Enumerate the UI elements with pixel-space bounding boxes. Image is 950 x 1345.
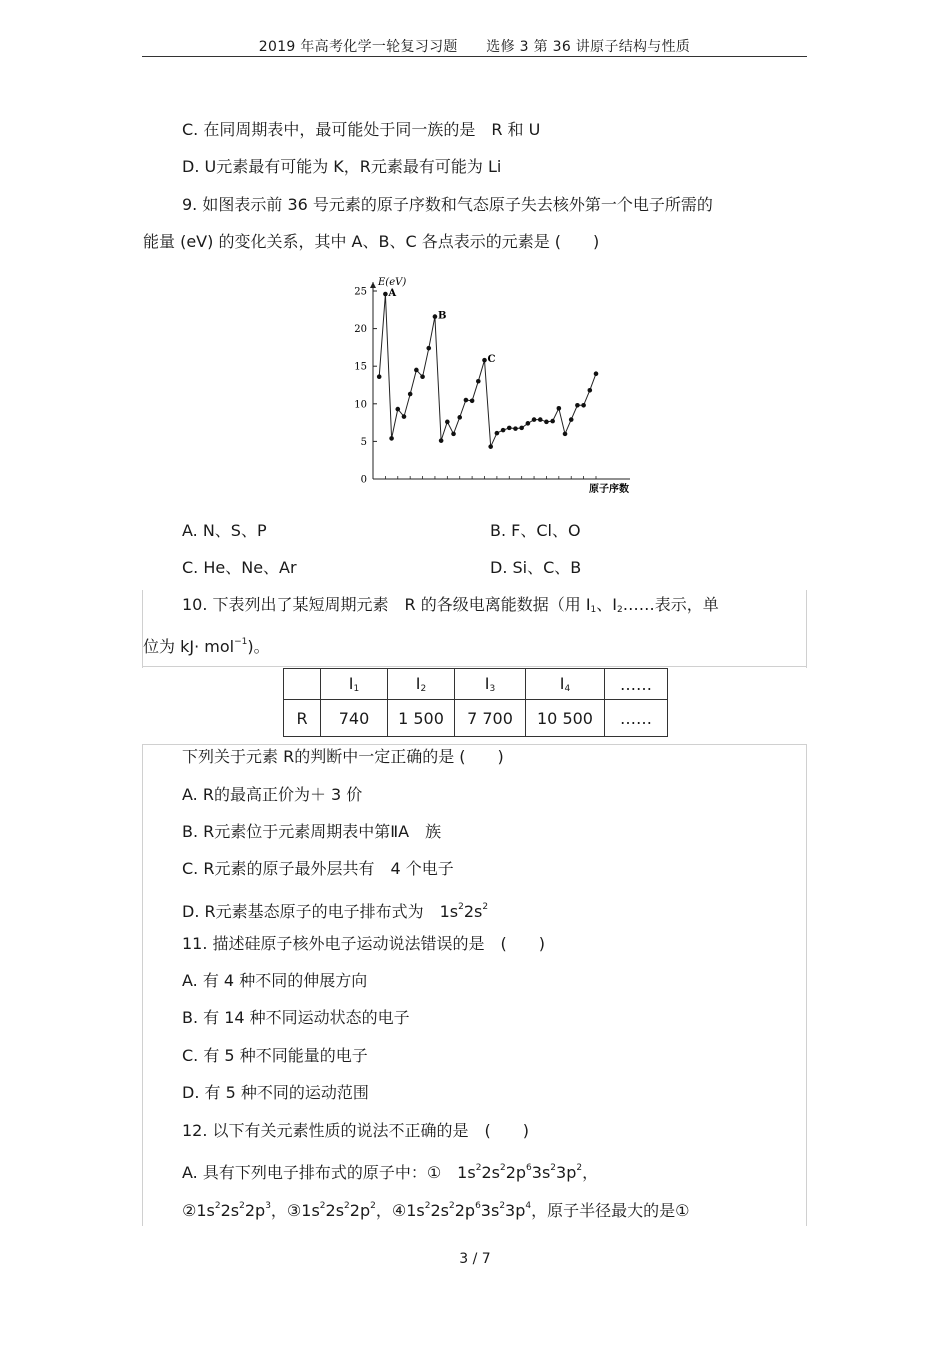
superscript: 2 bbox=[319, 1201, 326, 1211]
q9-option-c: C. He、Ne、Ar bbox=[182, 558, 297, 577]
frame-line-left-2 bbox=[142, 744, 143, 1226]
q10-option-a: A. R的最高正价为＋ 3 价 bbox=[182, 785, 363, 804]
table-header-row bbox=[284, 669, 668, 700]
table-header-cell bbox=[284, 669, 321, 700]
q11-option-a: A. 有 4 种不同的伸展方向 bbox=[182, 971, 368, 990]
q10-unit-sup: −1 bbox=[234, 637, 248, 647]
superscript: 2 bbox=[214, 1201, 221, 1211]
data-point bbox=[470, 398, 475, 403]
superscript: 6 bbox=[526, 1163, 532, 1173]
data-point bbox=[377, 374, 382, 379]
point-label: C bbox=[487, 354, 496, 366]
data-point bbox=[563, 432, 568, 437]
data-point bbox=[581, 403, 586, 408]
superscript: 2 bbox=[576, 1163, 583, 1173]
data-point bbox=[445, 420, 450, 425]
table-cell: 10 500 bbox=[526, 700, 605, 737]
data-point bbox=[464, 398, 469, 403]
q12-line2-prefix: ②1s bbox=[182, 1201, 215, 1220]
superscript: 2 bbox=[239, 1201, 245, 1211]
q12-option-a: A. 具有下列电子排布式的原子中：① $1s^22s^22p^63s^23p^2$， bbox=[182, 1163, 599, 1182]
table-header-sub: 2 bbox=[420, 684, 427, 694]
q10-unit-end: )。 bbox=[247, 637, 270, 656]
q9-option-b: B. F、Cl、O bbox=[490, 521, 581, 540]
q8-option-c: C. 在同周期表中，最可能处于同一族的是 R 和 U bbox=[182, 120, 541, 139]
data-point bbox=[414, 368, 419, 373]
superscript: 2 bbox=[499, 1163, 506, 1173]
q10-stem-part2: 、I bbox=[596, 595, 618, 614]
frame-line-right-2 bbox=[806, 744, 807, 1226]
data-point bbox=[488, 444, 493, 449]
superscript: 2 bbox=[550, 1163, 557, 1173]
q10-stem-line1 bbox=[182, 594, 719, 621]
q10-ask: 下列关于元素 R的判断中一定正确的是 ( ) bbox=[182, 747, 504, 766]
data-point bbox=[457, 415, 462, 420]
table-header-sub: 4 bbox=[564, 684, 571, 694]
q10-stem-part3: ……表示，单 bbox=[622, 595, 719, 614]
data-point bbox=[544, 420, 549, 425]
superscript: 2 bbox=[344, 1201, 350, 1211]
table-header-cell bbox=[388, 669, 455, 700]
q10-option-c: C. R元素的原子最外层共有 4 个电子 bbox=[182, 859, 454, 878]
data-point bbox=[433, 314, 438, 319]
table-header-sub: 1 bbox=[353, 684, 360, 694]
data-point bbox=[395, 407, 400, 412]
data-point bbox=[451, 432, 456, 437]
superscript: 2 bbox=[482, 902, 489, 912]
data-point bbox=[476, 379, 481, 384]
frame-line-top-2 bbox=[142, 744, 807, 745]
q11-option-b: B. 有 14 种不同运动状态的电子 bbox=[182, 1008, 410, 1027]
chart-axes bbox=[370, 282, 630, 479]
table-header-text: I bbox=[559, 674, 565, 693]
data-point bbox=[402, 414, 407, 419]
q12-stem: 12. 以下有关元素性质的说法不正确的是 ( ) bbox=[182, 1121, 530, 1140]
point-labels bbox=[387, 288, 495, 365]
q10-stem-part1: 10. 下表列出了某短周期元素 R 的各级电离能数据（用 I bbox=[182, 595, 591, 614]
q10-unit-text: 位为 kJ· mol bbox=[143, 637, 235, 656]
data-point bbox=[426, 346, 431, 351]
ionization-table bbox=[283, 668, 668, 737]
chart-ticks bbox=[354, 287, 596, 486]
series-points bbox=[377, 292, 598, 449]
page-header: 2019 年高考化学一轮复习习题 选修 3 第 36 讲原子结构与性质 bbox=[258, 39, 691, 55]
y-tick-label: 0 bbox=[360, 474, 367, 486]
y-axis-label: E(eV) bbox=[378, 277, 407, 288]
data-point bbox=[439, 438, 444, 443]
q12-option-a-line2: $②1s^22s^22p^3$，$③1s^22s^22p^2$，$④1s^22s^22p^63s^23p^4$，原子半径最大的是① bbox=[182, 1201, 690, 1220]
data-point bbox=[594, 371, 599, 376]
q12-line2-suffix: ，原子半径最大的是① bbox=[531, 1201, 690, 1220]
q8-option-d: D. U元素最有可能为 K，R元素最有可能为 Li bbox=[182, 157, 502, 176]
table-cell: 740 bbox=[321, 700, 388, 737]
table-cell: …… bbox=[605, 700, 668, 737]
y-tick-label: 25 bbox=[354, 286, 367, 298]
table-header-text: I bbox=[484, 674, 490, 693]
y-tick-label: 15 bbox=[354, 361, 367, 373]
q10-option-d-text: D. R元素基态原子的电子排布式为 1s bbox=[182, 902, 459, 921]
table-cell: 7 700 bbox=[455, 700, 526, 737]
superscript: 2 bbox=[458, 902, 464, 912]
page-number: 3 / 7 bbox=[459, 1251, 491, 1267]
point-label: B bbox=[437, 310, 447, 322]
q9-option-a: A. N、S、P bbox=[182, 521, 267, 540]
data-point bbox=[501, 428, 506, 433]
y-axis-arrow bbox=[370, 282, 376, 288]
table-header-cell bbox=[455, 669, 526, 700]
data-point bbox=[575, 403, 580, 408]
q9-stem-line1: 9. 如图表示前 36 号元素的原子序数和气态原子失去核外第一个电子所需的 bbox=[182, 195, 713, 214]
q9-option-d: D. Si、C、B bbox=[490, 558, 582, 577]
q10-stem-line2 bbox=[143, 631, 270, 658]
data-point bbox=[557, 406, 562, 411]
y-tick-label: 5 bbox=[360, 436, 367, 448]
q10-sub1: 1 bbox=[590, 605, 597, 615]
data-point bbox=[408, 392, 413, 397]
header-rule bbox=[142, 56, 807, 57]
q11-option-c: C. 有 5 种不同能量的电子 bbox=[182, 1046, 368, 1065]
data-point bbox=[495, 431, 500, 436]
data-point bbox=[513, 426, 518, 431]
q9-stem-line2: 能量 (eV) 的变化关系，其中 A、B、C 各点表示的元素是 ( ) bbox=[143, 232, 600, 251]
superscript: 2 bbox=[475, 1163, 482, 1173]
table-header-text: I bbox=[415, 674, 421, 693]
q11-stem: 11. 描述硅原子核外电子运动说法错误的是 ( ) bbox=[182, 934, 546, 953]
data-point bbox=[507, 426, 512, 431]
data-point bbox=[420, 374, 425, 379]
data-point bbox=[532, 417, 537, 422]
superscript: 2 bbox=[499, 1201, 506, 1211]
q10-option-d: D. R元素基态原子的电子排布式为 $1s^22s^2$ bbox=[182, 902, 489, 921]
data-point bbox=[519, 426, 524, 431]
superscript: 2 bbox=[370, 1201, 376, 1211]
table-header-cell bbox=[321, 669, 388, 700]
superscript: 3 bbox=[265, 1201, 271, 1211]
y-tick-label: 20 bbox=[354, 324, 367, 336]
point-label: A bbox=[388, 288, 397, 300]
superscript: 4 bbox=[525, 1201, 532, 1211]
table-header-text: I bbox=[348, 674, 354, 693]
table-cell: 1 500 bbox=[388, 700, 455, 737]
table-cell: R bbox=[284, 700, 321, 737]
table-header-sub: 3 bbox=[489, 684, 496, 694]
data-point bbox=[588, 388, 593, 393]
superscript: 6 bbox=[475, 1201, 481, 1211]
x-axis-label: 原子序数 bbox=[589, 484, 629, 495]
table-header-cell: …… bbox=[605, 669, 668, 700]
ionization-energy-chart bbox=[340, 268, 640, 502]
q10-sub2: 2 bbox=[617, 605, 623, 615]
data-point bbox=[389, 436, 394, 441]
frame-line-bottom bbox=[142, 666, 807, 667]
superscript: 2 bbox=[424, 1201, 431, 1211]
y-tick-label: 10 bbox=[354, 399, 367, 411]
data-point bbox=[482, 358, 487, 363]
q12-option-a-text: A. 具有下列电子排布式的原子中：① 1s bbox=[182, 1163, 476, 1182]
series-line bbox=[379, 294, 596, 447]
table-row bbox=[284, 700, 668, 737]
frame-line-right bbox=[806, 590, 807, 668]
data-point bbox=[526, 421, 531, 426]
data-point bbox=[550, 419, 555, 424]
q10-option-b: B. R元素位于元素周期表中第ⅡA 族 bbox=[182, 822, 442, 841]
data-point bbox=[383, 292, 388, 297]
data-point bbox=[569, 417, 574, 422]
q11-option-d: D. 有 5 种不同的运动范围 bbox=[182, 1083, 369, 1102]
superscript: 2 bbox=[448, 1201, 455, 1211]
data-point bbox=[538, 417, 543, 422]
table-header-cell bbox=[526, 669, 605, 700]
